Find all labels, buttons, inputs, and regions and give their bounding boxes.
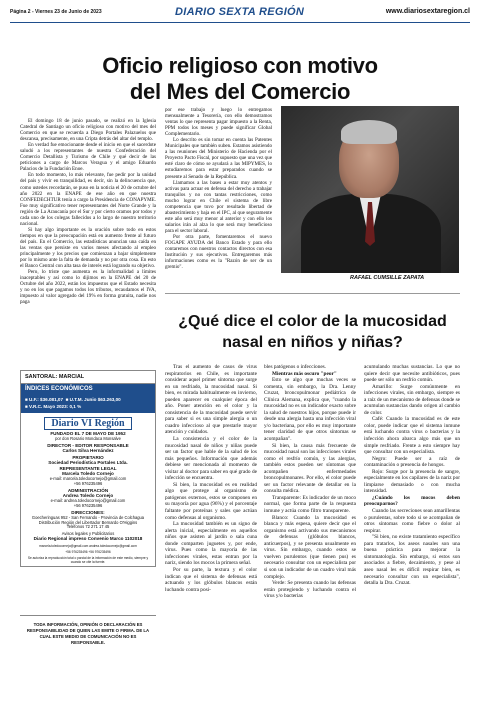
article2-column3 [364,364,460,587]
director-name: Carlos Silva Hernández [62,447,114,453]
article1-column1 [20,118,156,305]
indices-title: ÍNDICES ECONÓMICOS [21,384,155,394]
paragraph: Negro: Puede ser a raíz de contaminación o presencia de hongos. [364,455,460,469]
admin-name: Andrea Toledo Cornejo [62,492,114,498]
economic-indices [21,394,155,413]
rep-name: Marcela Toledo Cornejo [62,471,114,477]
phone: Teléfonos 72 271 17 45 [66,524,110,530]
fine-print: Se autoriza la reproducción total o parcial de la información de este medio, siempre y cuando se cite la fuente. [27,556,149,565]
ipc-value: ■ V.R.C. Mayo 2023: 0,1 % [25,404,82,409]
paragraph: Si hay algo importante es la oración sobre todo en estos tiempos en que la preocupación está en aumento frente al futuro del país. En el Comercio, las estadísticas anuncian una caída en las ventas que persiste en varios meses afectando al empleo principalmente y los precios que comienzan a bajar simplemente por lo mismo ante la falta de demanda y no por otra cosa. En esto el Banco Central con alta tasa de interés está logrando su objetivo. [20,226,156,270]
header-divider [10,22,470,23]
paragraph: Si bien, la mucosidad es en realidad algo que protege al organismo de patógenos externos, estos se componen en su mayoría por agua (96%) y el porcentaje faltante por proteínas y sales que actúan como defensas al organismo. [165,481,257,521]
paragraph: La mucosidad también es un signo de alerta inicial, especialmente en aquellos niños que asisten al jardín o sala cuna donde comparten juguetes y, por ende, virus. Pues como la mayoría de las infecciones virales, estas entran por la nariz, siendo los mocos la primera señal. [165,521,257,567]
rep-email: e-mail: marcela.toledocornejo@gmail.com [49,476,127,482]
admin-email: e-mail: andrea.toledocornejo@gmail.com [50,497,126,503]
founded: FUNDADO EL 7 DE MAYO DE 1952 [50,431,126,436]
paragraph: Por su parte, la textura y el color indican que el sistema de defensas está actuando y los glóbulos blancos están luchando contra posi- [165,566,257,593]
paragraph: bles patógenos o infecciones. [264,364,327,370]
paragraph: Llamamos a las bases a estar muy atentos y activas para actuar en defensa del derecho a trabajar tranquilos y no con tantas restricciones, como mucho lograr en Chile el sistema de libre competencia que tuvo por resultado libertad de abastecimiento y baja en el IPC, al que seguramente este año será muy menor al anterior y con ello los salarios irán al alza lo que será muy beneficioso para el sector laboral. [165,179,272,234]
paragraph: Cuando las secreciones sean amarillentas o purulentas, sobre todo si se acompañan de otros síntomas como fiebre o dolor al respirar. [364,508,460,534]
section-divider [165,293,460,294]
subheading: Mientras más oscuro "peor" [272,370,337,377]
paragraph: por ese trabajo y luego lo entregamos mensualmente a Tesorería, con ello demostramos ventas lo que representa pagar impuesto a la Renta, PPM todos los meses y puede significar Global Complementario. [165,107,272,138]
address: Goecheringuas 952 - San Fernando - Provincia de Colchagua [31,514,145,520]
paragraph: "Si bien, no existe tratamiento específico para tratarlos, los aseos nasales son una buena práctica para mejorar la sintomatología. Sin embargo, si estos son asociados a fiebre, decaimiento, y pese al aseo nasal les es difícil respirar bien, es necesario consultar con un especialista", detalla la Dra. Cruzat. [364,534,460,587]
santoral: SANTORAL: MARCIAL [21,371,155,384]
director-title: DIRECTOR - EDITOR RESPONSABLE [47,442,129,448]
founder: por don Rosario Mondaca Monsalve [55,435,121,441]
website-link[interactable]: www.diariosextaregion.cl [385,8,470,15]
paragraph: En todo momento, lo más relevante, fue pedir por la unidad del país y vivir en tranquilidad, es decir, sin la delincuencia que, como ustedes recordarán, se puso en la noticia el 20 de octubre del año 2022 en la ENAPE de ese año en que nuestra CONFEDECHTUR tenía a cargo la Presidencia de CONAPYME. Fue muy significativo tener representantes del Norte Grande y la región de La Araucanía por el Sur y por cierto oramos por todos y cada uno de los colegas fallecidos a lo largo de nuestro territorio nacional. [20,172,156,227]
article2-title-line1: ¿Qué dice el color de la mucosidad [178,313,447,330]
photo-caption: RAFAEL CUMSILLE ZAPATA [350,275,425,281]
paragraph: En verdad fue emocionante desde el inicio en que el sacerdote saludó a los representantes de nuestra Confederación del Comercio Detallista y Turismo de Chile y qué decir de las peticiones a cargo de Marcos Veragua y el amigo Eduardo Palacios de la Fundación Enoe. [20,142,156,173]
admin-title: ADMINISTRACIÓN [67,488,109,494]
paragraph: Si bien, la causa más frecuente de mucosidad nasal son las infecciones virales como el resfrío común, y las alergias, también estos pueden ser síntomas que acompañen enfermedades broncopulmonares. Por ello, el color puede ser un factor relevante de detallar en la consulta médica. [264,442,356,495]
article1-column2 [165,107,272,270]
paragraph: Blanco: Cuando la mucosidad es blanca y más espesa, quiere decir que el organismo está activando sus mecanismos de defensas (glóbulos blancos, anticuerpos), y se presenta usualmente en virus. Sin embargo, cuando estos se vuelven purulentos (que tienen pus) es necesario consultar con un especialista por si son un indicador de un cuadro viral más complejo. [264,514,356,580]
paragraph: Rojo: Surge por la presencia de sangre, especialmente en los capilares de la nariz por limpiarse demasiado o con mucha intensidad. [364,468,460,495]
paragraph: Pero, lo triste que aumenta es la informalidad a límites inaceptables y así como lo dijimos en la ENAPE del 20 de Octubre del año 2022, están los impuestos que el Estado necesita y no en los que pagamos todos los tributos, recaudamos el IVA, impuesto al valor agregado del 19% en forma gratuita, nadie nos paga [20,269,156,306]
author-photo [281,106,459,273]
address-title: DIRECCIONES: [71,509,105,515]
paragraph: El domingo 18 de junio pasado, se realizó en la Iglesia Catedral de Santiago un oficio religioso con motivo del mes del Comercio en que se recuerda a Diego Portales Palazuelos que descansa, precisamente, en una Cripta detrás del altar del templo. [20,118,156,143]
page-header [10,6,470,22]
agents: Avisos legales y Publicitarios [61,531,115,537]
masthead [21,413,155,566]
uf-value: ■ U.F.: $36.081,07 [25,397,64,402]
article2-column2 [264,364,356,600]
paragraph: Café: Cuando la mucosidad es de este color, puede indicar que el sistema inmune está luchando contra virus o bacterias y la infección ahora abarca algo más que un simple resfriado. Frente a esto siempre hay que consultar con un especialista. [364,416,460,456]
footer-phones: +56 976235496 +56 976235496 [65,550,111,555]
article2-title-line2: nasal en niños y niñas? [222,334,403,351]
admin-phone: +56 976235496 [73,502,103,508]
utm-value: ■ U.T.M. Junio $63.263,00 [65,397,121,402]
paragraph: Esto se algo que muchas veces se comenta, sin embargo, la Dra. Lenny Cruzat, broncopulmonar pediátrica de Clínica Alemana, explica que, "cuando la mucosidad no es un indicador exacto sobre la salud de nuestros hijos, porque puede ir desde una alergia hasta una infección viral y/o bacteriana, por ello es muy importante tener claridad de que otros síntomas se acompañan". [264,377,356,443]
rep-phone: +56 976235496 [73,481,103,487]
subheading: ¿Cuándo los mocos deben preocuparnos? [364,494,460,508]
page-date: Página 2 - Viernes 23 de Junio de 2023 [10,9,102,15]
distribution: Distribución Región del Libertador Bernardo O'Higgins [38,519,138,525]
newspaper-logo: Diario VI Región [44,417,131,430]
paragraph: Lo descrito es sin tomar en cuenta las Patentes Municipales que también suben. Estamos asistiendo a las reuniones del Ministerio de Hacienda por el Proyecto Pacto Fiscal, por supuesto que una vez que esté claro de cómo se ayudará a las MIPYMES, lo estudiaremos para estar preparados cuando se presente al Senado de la República. [165,137,272,180]
masthead-sidebar [20,370,156,567]
paragraph: Tras el aumento de casos de virus respiratorios en Chile, es importante considerar aquel primer síntoma que surge en un resfriado, la mucosidad nasal. Si bien, es mirada habitualmente en invierno, pueden aparecer en cualquier época del año. Poner atención en el color y la consistencia de la mucosidad puede servir para saber si es una simple alergia o un cuadro infeccioso al que prestarle mayor atención y cuidados. [165,364,257,436]
article1-title-line2: del Mes del Comercio [129,79,351,104]
paragraph: Verde: Se presenta cuando las defensas están protegiendo y luchando contra el virus y/o bacterias [264,580,356,600]
owner-title: PROPIETARIO [72,454,104,460]
rep-title: REPRESENTANTE LEGAL [59,466,117,472]
paragraph: Transparente: Es indicador de un moco normal, que forma parte de la respuesta inmune y actúa como filtro transparente. [264,494,356,515]
paragraph: La consistencia y el color de la mucosidad nasal de niños y niñas puede ser un factor que hable de la salud de los más pequeños. Información que además debiese ser mencionada al momento de visitar al doctor para saber en qué grado de infección se encuentra. [165,436,257,482]
footer-contacts: marcela.toledocornejo@gmail.com andrea.toledocornejo@gmail.com [39,544,137,549]
paragraph: acumulando muchas sustancias. Lo que no quiere decir que necesite antibióticos, pues puede ser sólo un resfrío común. [364,364,460,384]
article1-title-line1: Oficio religioso con motivo [102,53,378,78]
paper-name: DIARIO SEXTA REGIÓN [175,6,305,18]
owner-name: Sociedad Periodística Portales Ltda. [48,459,128,465]
article2-column1 [165,364,257,593]
paragraph: Por otra parte, fomentaremos el nuevo FOGAPE AYUDA del Banco Estado y para ello contaremos con nuestros contactos directos con esa Institución y sus ejecutivos. Entregaremos más informaciones como es la "Razón de ser de un gremio". [165,233,272,271]
print-info: Diario Regional impreso Convenio Marco 1102018 [33,536,143,542]
paragraph: Amarillo: Surge comúnmente en infecciones virales, sin embargo, siempre es a raíz de un mecanismo de defensas donde se acumulan sustancias dando origen al cambio de color. [364,383,460,416]
responsibility-disclaimer: TODA INFORMACIÓN, OPINIÓN O DECLARACIÓN ES RESPONSABILIDAD DE QUIEN LAS EMITE O FIRMA. DE LA CUAL ESTE MEDIO DE COMUNICACIÓN NO ES RESPONSABLE. [20,615,156,652]
